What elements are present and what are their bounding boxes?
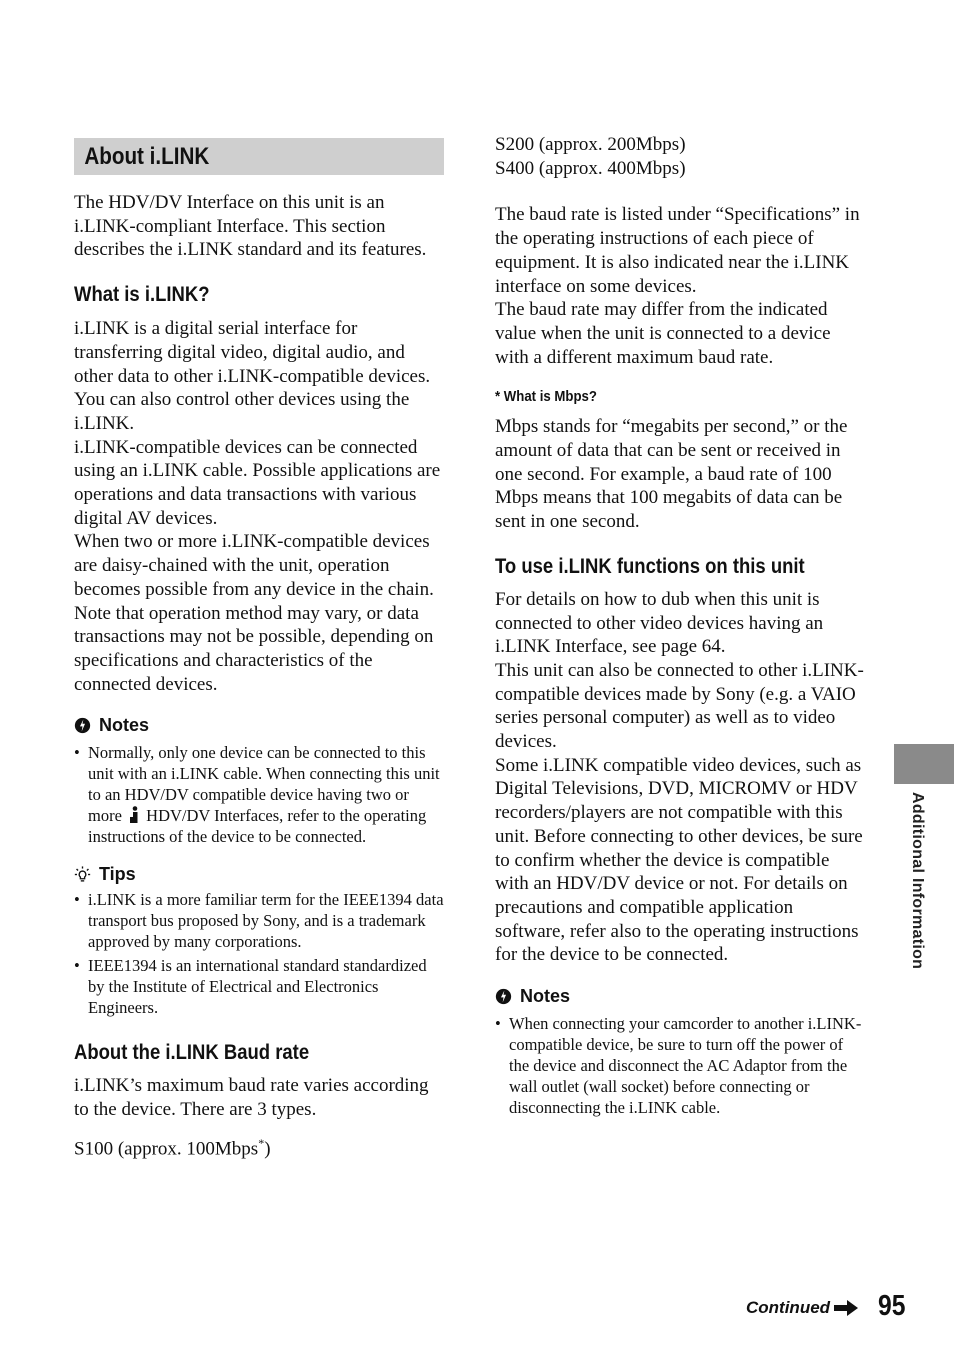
baud-paragraph-3: The baud rate may differ from the indicated value when the unit is connected to a device with a different maximum baud rate.	[495, 299, 831, 368]
what-is-ilink-heading: What is i.LINK?	[74, 283, 210, 307]
continued-label: Continued	[746, 1298, 831, 1317]
tip-item: • IEEE1394 is an international standard standardized by the Institute of Electrical and Electronics Engineers.	[74, 955, 444, 1018]
section-header-bar	[74, 138, 444, 175]
section-title: About i.LINK	[84, 143, 210, 170]
arrow-right-icon	[834, 1300, 858, 1316]
s200-line: S200 (approx. 200Mbps)	[495, 134, 686, 155]
notes-label: Notes	[99, 715, 150, 736]
note-text-a: Normally, only one device can be connected to this unit with an i.LINK cable. When connecting this unit to an HDV/DV compatible device having two or more	[88, 743, 440, 826]
use-paragraph-3: Some i.LINK compatible video devices, such as Digital Televisions, DVD, MICROMV or HDV recorders/players are not compatible with this unit. Before connecting to other devices, be sure to confirm whether the device is compatible with an HDV/DV device or not. For details on precautions and compatible application software, refer also to the operating instructions for the device to be connected.	[495, 754, 863, 966]
notes-header	[495, 985, 865, 1007]
baud-paragraph-2: The baud rate is listed under “Specifications” in the operating instructions of each piece of equipment. It is also indicated near the i.LINK interface on some devices.	[495, 204, 860, 297]
mbps-heading: * What is Mbps?	[495, 388, 597, 406]
tip-item: • i.LINK is a more familiar term for the IEEE1394 data transport bus proposed by Sony, and is a trademark approved by many corporations.	[74, 890, 444, 952]
use-ilink-heading: To use i.LINK functions on this unit	[495, 554, 805, 578]
what-paragraph-2: i.LINK-compatible devices can be connected using an i.LINK cable. Possible applications are operations and data transactions with various digital AV devices.	[74, 436, 441, 529]
what-paragraph-3: When two or more i.LINK-compatible devices are daisy-chained with the unit, operation becomes possible from any device in the chain. Note that operation method may vary, or data transactions may not be possible, depending on specifications and characteristics of the connected devices.	[74, 531, 434, 695]
ilink-icon	[128, 806, 140, 824]
page-number: 95	[878, 1290, 906, 1322]
use-paragraph-1: For details on how to dub when this unit is connected to other video devices having an i.LINK Interface, see page 64.	[495, 588, 824, 658]
tip-text: IEEE1394 is an international standard standardized by the Institute of Electrical and Electronics Engineers.	[88, 956, 427, 1018]
s400-line: S400 (approx. 400Mbps)	[495, 157, 686, 179]
use-paragraph-2: This unit can also be connected to other i.LINK-compatible devices made by Sony (e.g. a VAIO series personal computer) as well as to video devices.	[495, 659, 864, 753]
notes-header	[74, 714, 444, 736]
notes-icon	[495, 988, 512, 1005]
note-item: • Normally, only one device can be connected to this unit with an i.LINK cable. When connecting this unit to an HDV/DV compatible device having two or more HDV/DV Interfaces, refer to the operating instructions of the device to be connected.	[74, 743, 440, 847]
lightbulb-icon	[74, 866, 91, 883]
continued-indicator	[746, 1298, 858, 1318]
right-column	[495, 133, 865, 1118]
notes-label: Notes	[520, 986, 571, 1007]
tips-label: Tips	[99, 864, 136, 885]
side-label-text: Additional Information	[909, 792, 926, 970]
baud-rate-heading: About the i.LINK Baud rate	[74, 1041, 310, 1065]
left-column	[74, 138, 444, 1161]
tips-header	[74, 863, 444, 885]
intro-paragraph: The HDV/DV Interface on this unit is an i.LINK-compliant Interface. This section describes the i.LINK standard and its features.	[74, 192, 427, 261]
s100-line: S100 (approx. 100Mbps*)	[74, 1135, 271, 1160]
mbps-paragraph: Mbps stands for “megabits per second,” or the amount of data that can be sent or received in one second. For example, a baud rate of 100 Mbps means that 100 megabits of data can be sent in one second.	[495, 416, 848, 533]
note-item: • When connecting your camcorder to another i.LINK-compatible device, be sure to turn off the power of the device and disconnect the AC Adaptor from the wall outlet (wall socket) before connecting or disconnecting the i.LINK cable.	[495, 1013, 865, 1118]
notes-icon	[74, 717, 91, 734]
side-tab-marker	[894, 744, 954, 784]
what-paragraph-1: i.LINK is a digital serial interface for transferring digital video, digital audio, and other data to other i.LINK-compatible devices. You can also control other devices using the i.LINK.	[74, 318, 431, 434]
baud-paragraph-1: i.LINK’s maximum baud rate varies according to the device. There are 3 types.	[74, 1075, 429, 1121]
note-text: When connecting your camcorder to another i.LINK-compatible device, be sure to turn off the power of the device and disconnect the AC Adaptor from the wall outlet (wall socket) before connecting or disconnecting the i.LINK cable.	[509, 1014, 862, 1118]
tip-text: i.LINK is a more familiar term for the IEEE1394 data transport bus proposed by Sony, and is a trademark approved by many corporations.	[88, 890, 444, 952]
note-text-b: HDV/DV Interfaces, refer to the operating instructions of the device to be connected.	[88, 806, 427, 847]
side-label	[908, 792, 926, 992]
